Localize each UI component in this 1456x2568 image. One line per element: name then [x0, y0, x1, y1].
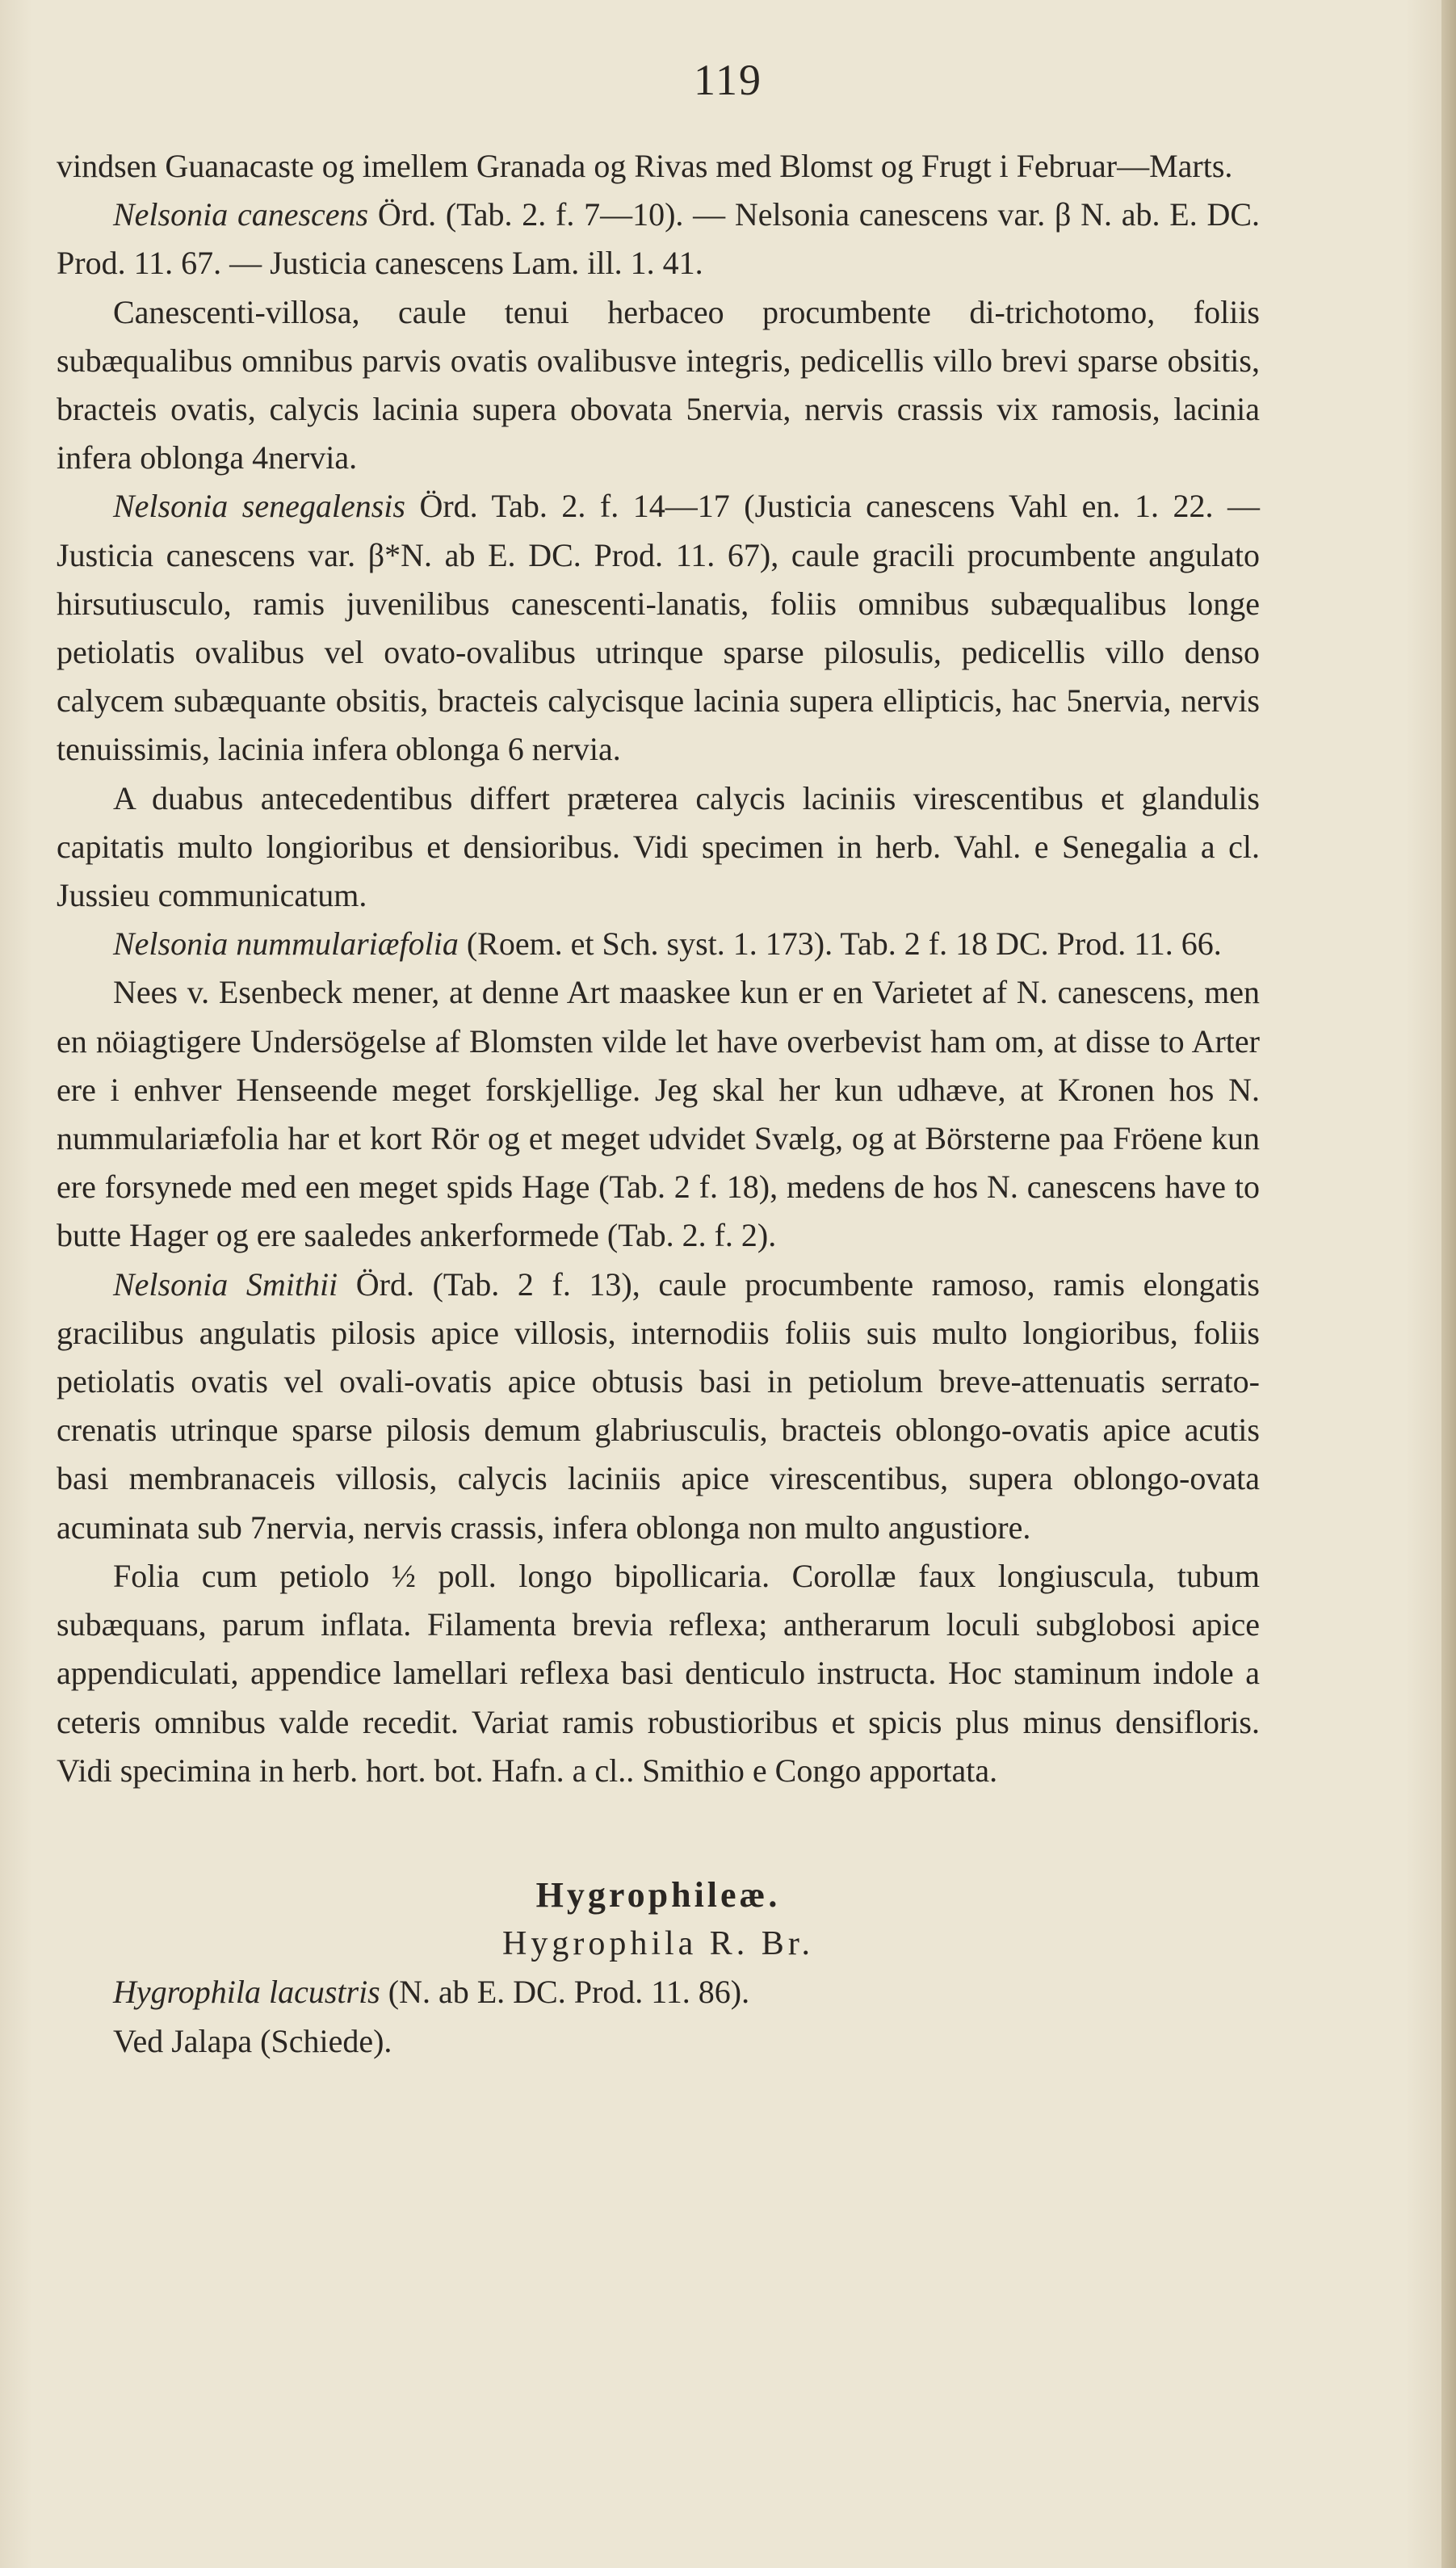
species-entry-nelsonia-canescens — [57, 191, 1260, 287]
paragraph-smithii-notes: Folia cum petiolo ½ poll. longo bipollicaria. Corollæ faux longiuscula, tubum subæquans, parum inflata. Filamenta brevia reflexa; antherarum loculi subglobosi apice appendiculati, appendice lamellari reflexa basi denticulo instructa. Hoc staminum indole a ceteris omnibus valde recedit. Variat ramis robustioribus et spicis plus minus densifloris. Vidi specimina in herb. hort. bot. Hafn. a cl.. Smithio e Congo apportata. — [57, 1557, 1260, 1789]
species-entry-nelsonia-smithii — [57, 1261, 1260, 1552]
species-entry-nelsonia-nummulariaefolia — [57, 920, 1260, 968]
paragraph-canescens-description: Canescenti-villosa, caule tenui herbaceo procumbente di-trichotomo, foliis subæqualibus omnibus parvis ovatis ovalibusve integris, pedicellis villo brevi sparse obsitis, bracteis ovatis, calycis lacinia supera obovata 5nervia, nervis crassis vix ramosis, lacinia infera oblonga 4nervia. — [57, 293, 1260, 476]
species-citation: (N. ab E. DC. Prod. 11. 86). — [380, 1974, 750, 2011]
species-name: Hygrophila lacustris — [113, 1974, 380, 2011]
paragraph-senegalensis-notes: A duabus antecedentibus differt præterea calycis laciniis virescentibus et glandulis capitatis multo longioribus et densioribus. Vidi specimen in herb. Vahl. e Senegalia a cl. Jussieu communicatum. — [57, 779, 1260, 914]
genus-heading: Hygrophila R. Br. — [502, 1925, 814, 1963]
section-heading: Hygrophileæ. — [535, 1874, 781, 1915]
species-name: Nelsonia nummulariæfolia — [113, 925, 459, 963]
section-gap — [57, 1795, 1260, 1871]
species-name: Nelsonia senegalensis — [113, 488, 405, 525]
species-citation: Örd. Tab. 2. f. 14—17 (Justicia canescens Vahl en. 1. 22. — Justicia canescens var. β*N. ab E. DC. Prod. 11. 67), caule gracili procumbente angulato hirsutiusculo, ramis juvenilibus canescenti-lanatis, foliis omnibus subæqualibus longe petiolatis ovalibus vel ovato-ovalibus utrinque sparse pilosulis, pedicellis villo denso calycem subæquante obsitis, bracteis calycisque lacinia supera ellipticis, hac 5nervia, nervis tenuissimis, lacinia infera oblonga 6 nervia. — [57, 488, 1260, 768]
species-entry-nelsonia-senegalensis — [57, 482, 1260, 774]
species-entry-hygrophila-lacustris — [57, 1968, 1260, 2016]
paragraph-locality-jalapa: Ved Jalapa (Schiede). — [113, 2022, 392, 2059]
paragraph-locality-intro: vindsen Guanacaste og imellem Granada og Rivas med Blomst og Frugt i Februar—Marts. — [57, 148, 1233, 184]
species-citation: Örd. (Tab. 2. f. 7—10). — Nelsonia canescens var. β N. ab. E. DC. Prod. 11. 67. — Justicia canescens Lam. ill. 1. 41. — [57, 196, 1261, 282]
page-number: 119 — [694, 56, 762, 104]
page-edge — [1441, 0, 1456, 2568]
paragraph-nees-commentary: Nees v. Esenbeck mener, at denne Art maaskee kun er en Varietet af N. canescens, men en nöiagtigere Undersögelse af Blomsten vilde let have overbevist ham om, at disse to Arter ere i enhver Henseende meget forskjellige. Jeg skal her kun udhæve, at Kronen hos N. nummulariæfolia har et kort Rör og et meget udvidet Svælg, og at Börsterne paa Fröene kun ere forsynede med een meget spids Hage (Tab. 2 f. 18), medens de hos N. canescens have to butte Hager og ere saaledes ankerformede (Tab. 2. f. 2). — [57, 974, 1260, 1254]
species-name: Nelsonia Smithii — [113, 1265, 338, 1303]
species-citation: Örd. (Tab. 2 f. 13), caule procumbente ramoso, ramis elongatis gracilibus angulatis pilosis apice villosis, internodiis foliis suis multo longioribus, foliis petiolatis ovatis vel ovali-ovatis apice obtusis basi in petiolum breve-attenuatis serrato-crenatis utrinque sparse pilosis demum glabriusculis, bracteis oblongo-ovatis apice acutis basi membranaceis villosis, calycis laciniis apice virescentibus, supera oblongo-ovata acuminata sub 7nervia, nervis crassis, infera oblonga non multo angustiore. — [57, 1265, 1260, 1546]
species-name: Nelsonia canescens — [113, 196, 369, 233]
species-citation: (Roem. et Sch. syst. 1. 173). Tab. 2 f. 18 DC. Prod. 11. 66. — [458, 925, 1222, 963]
body-text — [57, 142, 1260, 2066]
